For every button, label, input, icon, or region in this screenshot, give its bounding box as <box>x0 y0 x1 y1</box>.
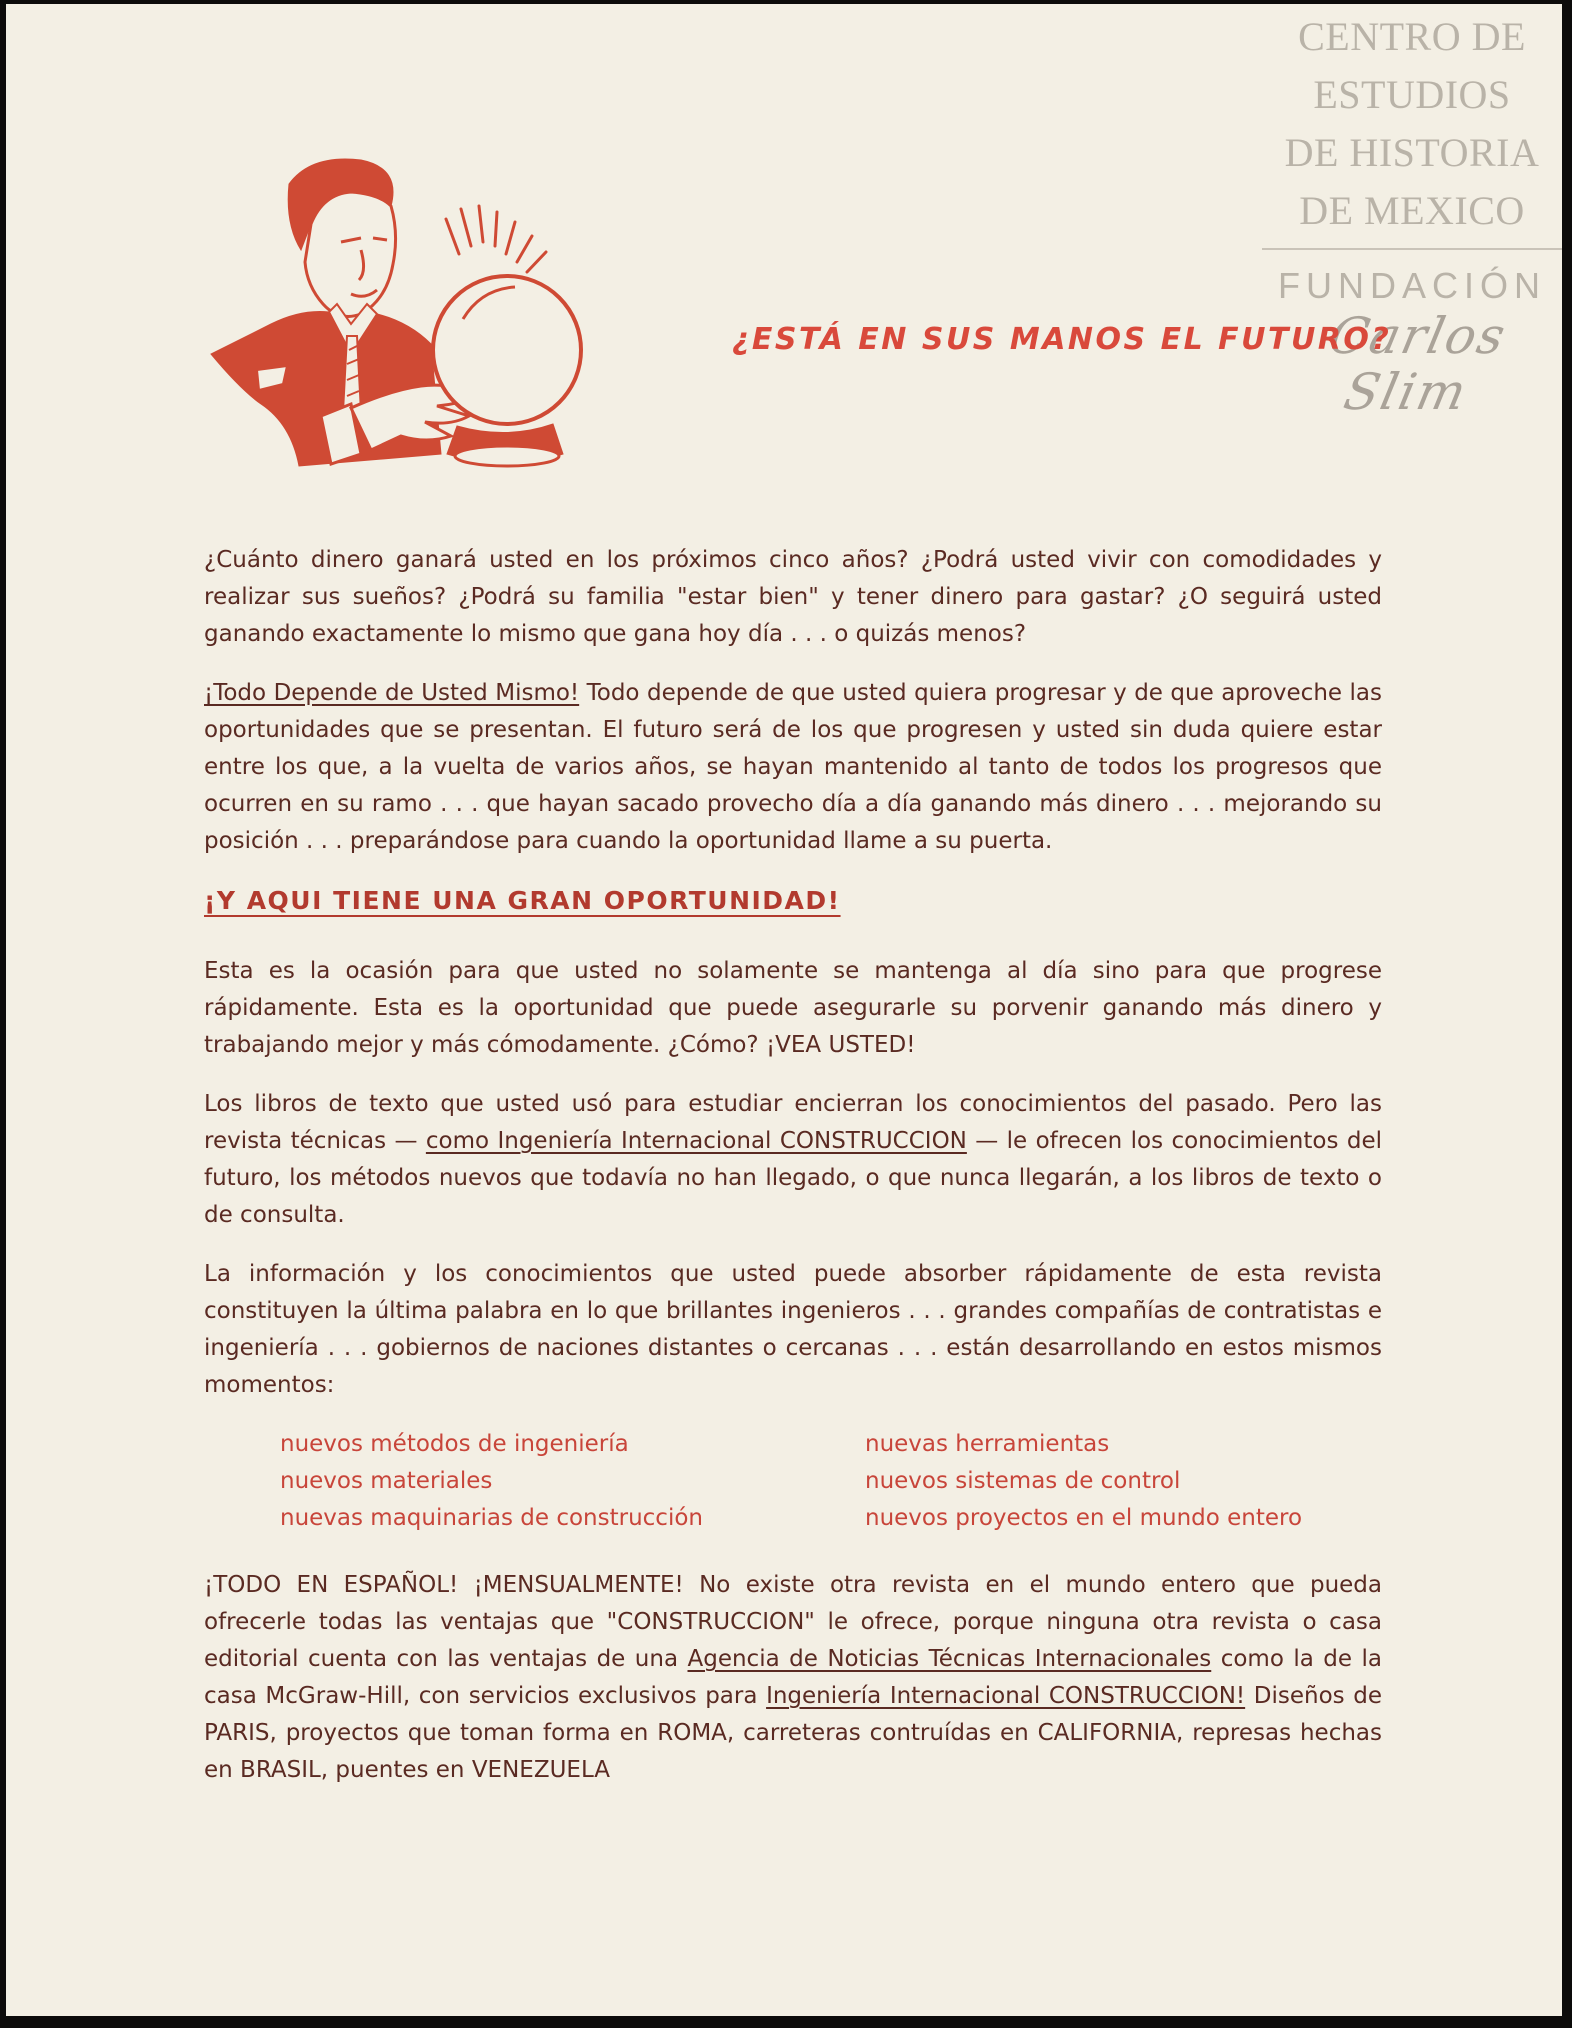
paragraph-text: Los libros de texto que usted usó para estudiar encierran los conocimientos del pasado. Pero las revista técnicas — <box>204 1091 1382 1154</box>
paragraph-information: La información y los conocimientos que usted puede absorber rápidamente de esta revista constituyen la última palabra en lo que brillantes ingenieros . . . grandes compañías de contratistas e ingeniería . . . gobiernos de naciones distantes o cercanas . . . están desarrollando en estos mismos momentos: <box>204 1261 1382 1398</box>
letter-body <box>204 542 1382 1811</box>
paragraph-textbooks <box>204 1086 1382 1234</box>
lead-phrase: ¡Todo Depende de Usted Mismo! <box>204 680 580 706</box>
list-item: nuevas herramientas <box>865 1431 1110 1457</box>
man-with-crystal-ball-illustration <box>201 154 621 514</box>
magazine-name: Ingeniería Internacional CONSTRUCCION! <box>766 1683 1246 1709</box>
paragraph-intro: ¿Cuánto dinero ganará usted en los próximos cinco años? ¿Podrá usted vivir con comodidades y realizar sus sueños? ¿Podrá su familia "estar bien" y tener dinero para gastar? ¿O seguirá usted ganando exactamente lo mismo que gana hoy día . . . o quizás menos? <box>204 547 1382 647</box>
paragraph-text: Todo depende de que usted quiera progresar y de que aproveche las oportunidades que se presentan. El futuro será de los que progresen y usted sin duda quiere estar entre los que, a la vuelta de varios años, se hayan mantenido al tanto de todos los progresos que ocurren en su ramo . . . que hayan sacado provecho día a día ganando más dinero . . . mejorando su posición . . . preparándose para cuando la oportunidad llame a su puerta. <box>204 680 1382 854</box>
list-item: nuevos métodos de ingeniería <box>280 1431 629 1457</box>
topics-list <box>204 1426 1382 1537</box>
magazine-name: como Ingeniería Internacional CONSTRUCCION <box>425 1128 967 1154</box>
paragraph-spanish <box>204 1567 1382 1789</box>
archive-watermark <box>1262 8 1562 420</box>
watermark-line: DE MEXICO <box>1299 188 1525 233</box>
watermark-divider <box>1262 248 1562 250</box>
news-agency: Agencia de Noticias Técnicas Internacionales <box>687 1646 1212 1672</box>
paragraph-opportunity: Esta es la ocasión para que usted no solamente se mantenga al día sino para que progrese rápidamente. Esta es la oportunidad que puede asegurarle su porvenir ganando más dinero y trabajando mejor y más cómodamente. ¿Cómo? ¡VEA USTED! <box>204 958 1382 1058</box>
headline: ¿ESTÁ EN SUS MANOS EL FUTURO? <box>732 322 1392 357</box>
subheading: ¡Y AQUI TIENE UNA GRAN OPORTUNIDAD! <box>204 886 841 915</box>
watermark-line: CENTRO DE <box>1298 14 1526 59</box>
document-page <box>6 4 1562 2016</box>
list-item: nuevas maquinarias de construcción <box>280 1505 703 1531</box>
paragraph-depends <box>204 675 1382 860</box>
list-item: nuevos sistemas de control <box>865 1468 1181 1494</box>
list-item: nuevos materiales <box>280 1468 493 1494</box>
watermark-line: ESTUDIOS <box>1313 72 1511 117</box>
paragraph-text: — le ofrecen los conocimientos del futuro, los métodos nuevos que todavía no han llegado, o que nunca llegarán, a los libros de texto o de consulta. <box>204 1128 1382 1228</box>
paragraph-text: Diseños de PARIS, proyectos que toman forma en ROMA, carreteras contruídas en CALIFORNIA, represas hechas en BRASIL, puentes en VENEZUELA <box>204 1683 1382 1783</box>
watermark-signature: Carlos Slim <box>1323 307 1512 421</box>
list-item: nuevos proyectos en el mundo entero <box>865 1505 1303 1531</box>
watermark-line: DE HISTORIA <box>1284 130 1540 175</box>
paragraph-text: como la de la casa McGraw-Hill, con servicios exclusivos para <box>204 1646 1382 1709</box>
paragraph-text: ¡TODO EN ESPAÑOL! ¡MENSUALMENTE! No existe otra revista en el mundo entero que pueda ofrecerle todas las ventajas que "CONSTRUCCION" le ofrece, porque ninguna otra revista o casa editorial cuenta con las ventajas de una <box>204 1572 1382 1672</box>
watermark-foundation: FUNDACIÓN <box>1278 265 1546 306</box>
